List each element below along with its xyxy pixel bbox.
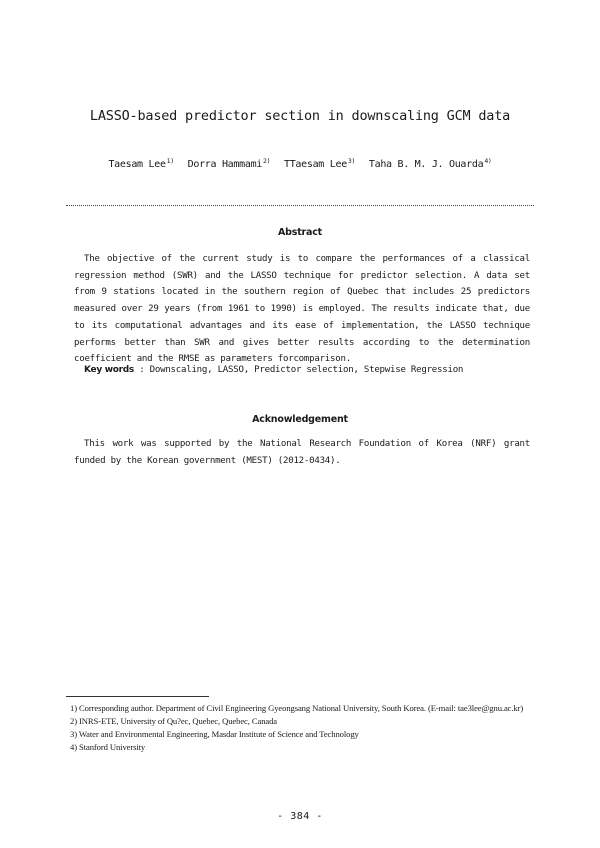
abstract-heading: Abstract bbox=[277, 227, 323, 238]
footnote-1: 1) Corresponding author. Department of Civil Engineering Gyeongsang National University, South Korea. (E-mail: tae3lee@gnu.ac.kr) bbox=[70, 703, 524, 713]
footnote-2: 2) INRS-ETE, University of Qu?ec, Quebec, Quebec, Canada bbox=[70, 716, 278, 726]
author-4 bbox=[369, 157, 492, 170]
footnote-divider bbox=[66, 696, 209, 697]
affiliation-mark: 3) bbox=[347, 157, 356, 165]
page-number: - 384 - bbox=[277, 811, 323, 822]
author-list bbox=[0, 157, 600, 170]
author-name: Taha B. M. J. Ouarda bbox=[368, 159, 484, 170]
footnotes bbox=[70, 702, 540, 754]
author-2 bbox=[188, 157, 271, 170]
author-name: Taesam Lee bbox=[108, 159, 166, 170]
paper-title: LASSO-based predictor section in downscaling GCM data bbox=[89, 108, 511, 124]
footnote-3: 3) Water and Environmental Engineering, Masdar Institute of Science and Technology bbox=[70, 729, 359, 739]
author-name: Dorra Hammami bbox=[187, 159, 263, 170]
acknowledgement-heading: Acknowledgement bbox=[252, 414, 348, 425]
dotted-divider bbox=[66, 205, 534, 206]
affiliation-mark: 4) bbox=[484, 157, 492, 165]
abstract-body: The objective of the current study is to compare the performances of a classical regression method (SWR) and the LASSO technique for predictor selection. A data set from 9 stations located in the southern region of Quebec that includes 25 predictors measured over 29 years (from 1961 to 1990) is employed. The results indicate that, due to its computational advantages and its ease of implementation, the LASSO technique performs better than SWR and gives better results according to the determination coefficient and the RMSE as parameters forcomparison. bbox=[74, 254, 530, 365]
footnote-4: 4) Stanford University bbox=[70, 742, 146, 752]
author-3 bbox=[284, 157, 355, 170]
keywords-separator: : bbox=[133, 365, 150, 375]
affiliation-mark: 1) bbox=[166, 157, 174, 165]
keywords-line bbox=[84, 365, 534, 375]
acknowledgement-body: This work was supported by the National Research Foundation of Korea (NRF) grant funded by the Korean government (MEST) (2012-0434). bbox=[74, 439, 530, 466]
author-1 bbox=[108, 157, 173, 170]
author-name: TTaesam Lee bbox=[283, 159, 347, 170]
keywords-label: Key words bbox=[84, 365, 134, 375]
affiliation-mark: 2) bbox=[263, 157, 271, 165]
keywords-text: Downscaling, LASSO, Predictor selection, Stepwise Regression bbox=[149, 365, 464, 375]
